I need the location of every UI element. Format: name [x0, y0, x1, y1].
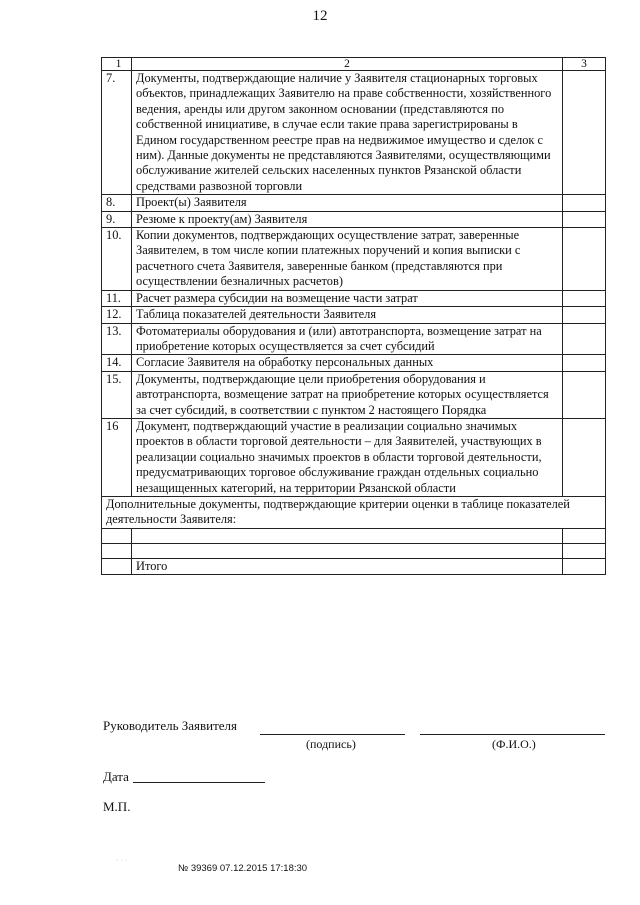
row-col-3 — [563, 195, 606, 211]
signature-line — [260, 734, 405, 735]
row-text: Резюме к проекту(ам) Заявителя — [132, 211, 563, 227]
header-col-3: 3 — [563, 58, 606, 71]
page-number: 12 — [312, 8, 328, 24]
row-text: Фотоматериалы оборудования и (или) автотранспорта, возмещение затрат на приобретение которых осуществляется за счет субсидий — [132, 323, 563, 355]
empty-row — [102, 528, 606, 543]
documents-table — [101, 57, 606, 575]
row-col-3 — [563, 211, 606, 227]
table-header-row — [102, 58, 606, 71]
row-number: 11. — [102, 290, 132, 306]
table-row — [102, 418, 606, 496]
row-col-3 — [563, 355, 606, 371]
name-caption: (Ф.И.О.) — [492, 737, 536, 751]
row-number: 10. — [102, 228, 132, 291]
row-number: 8. — [102, 195, 132, 211]
date-line — [133, 782, 265, 783]
row-text: Проект(ы) Заявителя — [132, 195, 563, 211]
row-number: 7. — [102, 71, 132, 195]
row-col-3 — [563, 307, 606, 323]
row-text: Таблица показателей деятельности Заявителя — [132, 307, 563, 323]
row-text: Документы, подтверждающие цели приобретения оборудования и автотранспорта, возмещение затрат на приобретение которых осуществляется за счет субсидий, в соответствии с пунктом 2 настоящего Порядка — [132, 371, 563, 418]
header-col-1: 1 — [102, 58, 132, 71]
name-line — [420, 734, 605, 735]
row-col-3 — [563, 418, 606, 496]
additional-docs-row — [102, 496, 606, 528]
header-col-2: 2 — [132, 58, 563, 71]
stamp-label: М.П. — [103, 799, 131, 814]
table-row — [102, 228, 606, 291]
row-col-3 — [563, 71, 606, 195]
row-col-3 — [563, 228, 606, 291]
table-row — [102, 307, 606, 323]
row-col-3 — [563, 323, 606, 355]
date-label: Дата — [103, 769, 129, 784]
document-number: № 39369 07.12.2015 17:18:30 — [178, 863, 308, 874]
row-text: Документы, подтверждающие наличие у Заявителя стационарных торговых объектов, принадлежащих Заявителю на праве собственности, хозяйственного ведения, аренды или другом законном основании (представляются по собственной инициативе, в случае если такие права зарегистрированы в Едином государственном реестре прав на недвижимое имущество и сделок с ним). Данные документы не представляются Заявителями, осуществляющими обслуживание жителей сельских населенных пунктов Рязанской области средствами развозной торговли — [132, 71, 563, 195]
total-row — [102, 558, 606, 574]
scan-mark: · · · — [116, 858, 128, 864]
table-row — [102, 211, 606, 227]
row-number: 12. — [102, 307, 132, 323]
row-number: 16 — [102, 418, 132, 496]
table-row — [102, 323, 606, 355]
table-row — [102, 290, 606, 306]
table-row — [102, 71, 606, 195]
row-col-3 — [563, 290, 606, 306]
row-text: Документ, подтверждающий участие в реализации социально значимых проектов в области торговой деятельности – для Заявителей, участвующих в реализации социально значимых проектов в области торговой деятельности, предусматривающих торговое обслуживание граждан отдельных социально незащищенных категорий, на территории Рязанской области — [132, 418, 563, 496]
total-label: Итого — [132, 558, 563, 574]
empty-row — [102, 543, 606, 558]
table-row — [102, 371, 606, 418]
row-number: 9. — [102, 211, 132, 227]
row-number: 15. — [102, 371, 132, 418]
row-col-3 — [563, 371, 606, 418]
row-text: Расчет размера субсидии на возмещение части затрат — [132, 290, 563, 306]
head-label: Руководитель Заявителя — [103, 718, 238, 733]
row-text: Копии документов, подтверждающих осуществление затрат, заверенные Заявителем, в том числе копии платежных поручений и копия выписки с расчетного счета Заявителя, заверенные банком (представляются при осуществлении безналичных расчетов) — [132, 228, 563, 291]
signature-caption: (подпись) — [306, 737, 356, 751]
table-row — [102, 195, 606, 211]
row-text: Согласие Заявителя на обработку персональных данных — [132, 355, 563, 371]
row-number: 14. — [102, 355, 132, 371]
additional-docs-text: Дополнительные документы, подтверждающие критерии оценки в таблице показателей деятельности Заявителя: — [102, 496, 606, 528]
row-number: 13. — [102, 323, 132, 355]
table-row — [102, 355, 606, 371]
